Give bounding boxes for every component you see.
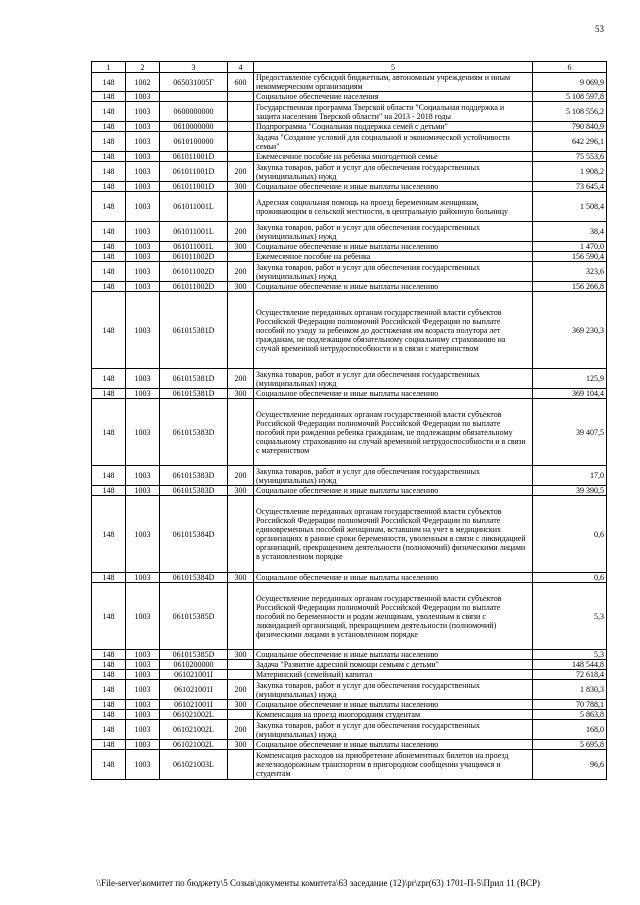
cell-expense-type	[228, 292, 254, 369]
cell-amount: 38,4	[533, 222, 607, 242]
cell-expense-type	[228, 710, 254, 720]
cell-amount: 75 553,6	[533, 152, 607, 162]
cell-description: Материнский (семейный) капитал	[254, 670, 533, 680]
cell-expense-type	[228, 750, 254, 780]
cell-section: 1003	[126, 496, 160, 573]
cell-amount: 156 266,8	[533, 282, 607, 292]
cell-description: Социальное обеспечение и иные выплаты населению	[254, 282, 533, 292]
cell-expense-type	[228, 252, 254, 262]
cell-description: Задача "Создание условий для социальной и экономической устойчивости семьи"	[254, 132, 533, 152]
cell-target-code: 061015381D	[160, 292, 228, 369]
cell-description: Социальное обеспечение и иные выплаты населению	[254, 242, 533, 252]
cell-expense-type: 300	[228, 740, 254, 750]
cell-dept: 148	[92, 670, 126, 680]
cell-dept: 148	[92, 389, 126, 399]
cell-dept: 148	[92, 292, 126, 369]
cell-description: Закупка товаров, работ и услуг для обеспечения государственных (муниципальных) нужд	[254, 162, 533, 182]
cell-amount: 70 788,1	[533, 700, 607, 710]
cell-amount: 39 390,5	[533, 486, 607, 496]
table-row	[92, 222, 607, 242]
cell-expense-type: 300	[228, 700, 254, 710]
cell-description: Ежемесячное пособие на ребенка многодетной семье	[254, 152, 533, 162]
cell-dept: 148	[92, 486, 126, 496]
header-col-3: 3	[160, 62, 228, 73]
cell-description: Закупка товаров, работ и услуг для обеспечения государственных (муниципальных) нужд	[254, 369, 533, 389]
cell-target-code: 061011001D	[160, 152, 228, 162]
cell-amount: 369 230,3	[533, 292, 607, 369]
cell-amount: 1 830,3	[533, 680, 607, 700]
cell-expense-type: 200	[228, 680, 254, 700]
table-row	[92, 282, 607, 292]
cell-expense-type: 200	[228, 369, 254, 389]
cell-amount: 5 695,8	[533, 740, 607, 750]
cell-expense-type	[228, 192, 254, 222]
cell-description: Ежемесячное пособие на ребенка	[254, 252, 533, 262]
table-row	[92, 670, 607, 680]
cell-description: Социальное обеспечение и иные выплаты населению	[254, 182, 533, 192]
table-row	[92, 700, 607, 710]
cell-expense-type	[228, 399, 254, 466]
cell-description: Социальное обеспечение и иные выплаты населению	[254, 486, 533, 496]
cell-dept: 148	[92, 740, 126, 750]
cell-dept: 148	[92, 720, 126, 740]
table-row	[92, 192, 607, 222]
cell-expense-type	[228, 670, 254, 680]
cell-expense-type: 200	[228, 466, 254, 486]
cell-amount: 156 590,4	[533, 252, 607, 262]
cell-target-code: 061011001L	[160, 242, 228, 252]
cell-expense-type: 300	[228, 389, 254, 399]
cell-amount: 39 407,5	[533, 399, 607, 466]
cell-description: Социальное обеспечение и иные выплаты населению	[254, 740, 533, 750]
cell-dept: 148	[92, 399, 126, 466]
cell-section: 1003	[126, 92, 160, 102]
cell-dept: 148	[92, 660, 126, 670]
cell-description: Осуществление переданных органам государственной власти субъектов Российской Федерации полномочий Российской Федерации по выплате пособий по беременности и родам женщинам, уволенным в связи с ликвидацией организаций, прекращением деятельности (полномочий) физическими лицами в установленном порядке	[254, 583, 533, 650]
cell-dept: 148	[92, 132, 126, 152]
cell-amount: 5 108 597,8	[533, 92, 607, 102]
cell-description: Закупка товаров, работ и услуг для обеспечения государственных (муниципальных) нужд	[254, 680, 533, 700]
cell-description: Социальное обеспечение и иные выплаты населению	[254, 389, 533, 399]
table-row	[92, 573, 607, 583]
table-row	[92, 389, 607, 399]
cell-target-code: 061021003L	[160, 750, 228, 780]
cell-expense-type	[228, 152, 254, 162]
cell-expense-type	[228, 102, 254, 122]
header-col-1: 1	[92, 62, 126, 73]
cell-section: 1003	[126, 192, 160, 222]
cell-amount: 125,9	[533, 369, 607, 389]
cell-expense-type: 200	[228, 162, 254, 182]
cell-target-code: 061021002L	[160, 710, 228, 720]
table-row	[92, 720, 607, 740]
table-row	[92, 660, 607, 670]
cell-dept: 148	[92, 182, 126, 192]
cell-section: 1003	[126, 162, 160, 182]
cell-target-code: 065031005Г	[160, 73, 228, 92]
cell-section: 1003	[126, 486, 160, 496]
table-row	[92, 399, 607, 466]
cell-expense-type	[228, 583, 254, 650]
cell-section: 1003	[126, 720, 160, 740]
cell-description: Социальное обеспечение населения	[254, 92, 533, 102]
cell-description: Адресная социальная помощь на проезд беременным женщинам, проживающим в сельской местности, в центральную районную больницу	[254, 192, 533, 222]
cell-amount: 790 840,9	[533, 122, 607, 132]
cell-target-code: 061015381D	[160, 369, 228, 389]
table-row	[92, 73, 607, 92]
table-row	[92, 650, 607, 660]
cell-description: Социальное обеспечение и иные выплаты населению	[254, 573, 533, 583]
cell-section: 1003	[126, 282, 160, 292]
cell-amount: 369 104,4	[533, 389, 607, 399]
table-row	[92, 750, 607, 780]
cell-target-code: 061015381D	[160, 389, 228, 399]
cell-section: 1003	[126, 262, 160, 282]
cell-amount: 5 863,8	[533, 710, 607, 720]
cell-dept: 148	[92, 102, 126, 122]
table-row	[92, 740, 607, 750]
cell-dept: 148	[92, 252, 126, 262]
cell-dept: 148	[92, 583, 126, 650]
table-body	[92, 73, 607, 780]
cell-dept: 148	[92, 573, 126, 583]
cell-amount: 73 645,4	[533, 182, 607, 192]
table-row	[92, 92, 607, 102]
cell-description: Закупка товаров, работ и услуг для обеспечения государственных (муниципальных) нужд	[254, 720, 533, 740]
budget-table	[91, 61, 607, 780]
cell-expense-type: 600	[228, 73, 254, 92]
cell-expense-type: 300	[228, 282, 254, 292]
table-row	[92, 369, 607, 389]
cell-section: 1003	[126, 132, 160, 152]
cell-target-code: 061011001D	[160, 162, 228, 182]
page-number: 53	[595, 24, 604, 34]
cell-amount: 72 618,4	[533, 670, 607, 680]
cell-target-code: 061011002D	[160, 252, 228, 262]
cell-dept: 148	[92, 750, 126, 780]
cell-expense-type	[228, 496, 254, 573]
cell-amount: 148 544,8	[533, 660, 607, 670]
cell-target-code: 061011002D	[160, 262, 228, 282]
cell-target-code: 061015384D	[160, 496, 228, 573]
cell-dept: 148	[92, 262, 126, 282]
cell-section: 1003	[126, 242, 160, 252]
cell-target-code: 061011001L	[160, 222, 228, 242]
cell-dept: 148	[92, 122, 126, 132]
cell-target-code: 061015383D	[160, 399, 228, 466]
cell-description: Социальное обеспечение и иные выплаты населению	[254, 700, 533, 710]
cell-description: Социальное обеспечение и иные выплаты населению	[254, 650, 533, 660]
cell-target-code	[160, 92, 228, 102]
header-col-5: 5	[254, 62, 533, 73]
cell-section: 1003	[126, 583, 160, 650]
table-row	[92, 122, 607, 132]
cell-target-code: 061015383D	[160, 486, 228, 496]
table-row	[92, 486, 607, 496]
cell-section: 1003	[126, 222, 160, 242]
table-row	[92, 182, 607, 192]
table-row	[92, 583, 607, 650]
cell-target-code: 061011002D	[160, 282, 228, 292]
table-row	[92, 102, 607, 122]
cell-dept: 148	[92, 152, 126, 162]
header-col-4: 4	[228, 62, 254, 73]
cell-dept: 148	[92, 680, 126, 700]
cell-amount: 1 908,2	[533, 162, 607, 182]
cell-description: Предоставление субсидий бюджетным, автономным учреждениям и иным некоммерческим организациям	[254, 73, 533, 92]
cell-description: Компенсация расходов на приобретение абонементных билетов на проезд железнодорожным транспортом в пригородном сообщении учащимся и студентам	[254, 750, 533, 780]
cell-expense-type: 200	[228, 262, 254, 282]
cell-section: 1003	[126, 710, 160, 720]
cell-amount: 642 296,1	[533, 132, 607, 152]
cell-section: 1003	[126, 650, 160, 660]
cell-amount: 168,0	[533, 720, 607, 740]
cell-dept: 148	[92, 222, 126, 242]
cell-section: 1003	[126, 700, 160, 710]
cell-expense-type: 200	[228, 222, 254, 242]
cell-expense-type: 300	[228, 182, 254, 192]
table-row	[92, 132, 607, 152]
cell-expense-type: 300	[228, 650, 254, 660]
table-header-row	[92, 62, 607, 73]
cell-section: 1003	[126, 152, 160, 162]
cell-expense-type	[228, 132, 254, 152]
cell-expense-type	[228, 122, 254, 132]
table-row	[92, 466, 607, 486]
cell-section: 1003	[126, 292, 160, 369]
cell-section: 1003	[126, 750, 160, 780]
cell-section: 1003	[126, 680, 160, 700]
cell-section: 1003	[126, 252, 160, 262]
cell-target-code: 061011001L	[160, 192, 228, 222]
cell-target-code: 061015383D	[160, 466, 228, 486]
cell-target-code: 061021001I	[160, 670, 228, 680]
cell-target-code: 061021002L	[160, 740, 228, 750]
cell-target-code: 061021001I	[160, 700, 228, 710]
cell-dept: 148	[92, 162, 126, 182]
header-col-2: 2	[126, 62, 160, 73]
cell-amount: 5,3	[533, 650, 607, 660]
cell-description: Закупка товаров, работ и услуг для обеспечения государственных (муниципальных) нужд	[254, 262, 533, 282]
table-row	[92, 152, 607, 162]
cell-amount: 323,6	[533, 262, 607, 282]
cell-amount: 0,6	[533, 573, 607, 583]
cell-amount: 1 508,4	[533, 192, 607, 222]
cell-target-code: 061021002L	[160, 720, 228, 740]
cell-amount: 9 069,9	[533, 73, 607, 92]
cell-section: 1003	[126, 399, 160, 466]
cell-section: 1003	[126, 369, 160, 389]
cell-amount: 1 470,0	[533, 242, 607, 252]
table-row	[92, 292, 607, 369]
cell-target-code: 0610100000	[160, 132, 228, 152]
cell-description: Осуществление переданных органам государственной власти субъектов Российской Федерации полномочий Российской Федерации по выплате пособий по уходу за ребенком до достижения им возраста полутора лет гражданам, не подлежащим обязательному социальному страхованию на случай временной нетрудоспособности и в связи с материнством	[254, 292, 533, 369]
cell-section: 1003	[126, 573, 160, 583]
cell-dept: 148	[92, 466, 126, 486]
cell-amount: 0,6	[533, 496, 607, 573]
cell-section: 1003	[126, 466, 160, 486]
cell-description: Государственная программа Тверской области "Социальная поддержка и защита населения Тверской области" на 2013 - 2018 годы	[254, 102, 533, 122]
table-row	[92, 252, 607, 262]
cell-target-code: 061015385D	[160, 650, 228, 660]
cell-dept: 148	[92, 92, 126, 102]
cell-section: 1003	[126, 182, 160, 192]
cell-dept: 148	[92, 710, 126, 720]
cell-expense-type: 300	[228, 486, 254, 496]
table-row	[92, 262, 607, 282]
cell-target-code: 061015385D	[160, 583, 228, 650]
cell-amount: 5 108 556,2	[533, 102, 607, 122]
cell-target-code: 0610200000	[160, 660, 228, 670]
cell-dept: 148	[92, 496, 126, 573]
cell-dept: 148	[92, 650, 126, 660]
cell-target-code: 0610000000	[160, 122, 228, 132]
cell-description: Осуществление переданных органам государственной власти субъектов Российской Федерации полномочий Российской Федерации по выплате единовременных пособий женщинам, вставшим на учет в медицинских организациях в ранние сроки беременности, уволенным в связи с ликвидацией организаций, прекращением деятельности (полномочий) физическими лицами в установленном порядке	[254, 496, 533, 573]
cell-expense-type	[228, 92, 254, 102]
cell-target-code: 0600000000	[160, 102, 228, 122]
cell-description: Задача "Развитие адресной помощи семьям с детьми"	[254, 660, 533, 670]
cell-dept: 148	[92, 282, 126, 292]
cell-amount: 96,6	[533, 750, 607, 780]
cell-description: Закупка товаров, работ и услуг для обеспечения государственных (муниципальных) нужд	[254, 466, 533, 486]
cell-target-code: 061015384D	[160, 573, 228, 583]
cell-dept: 148	[92, 73, 126, 92]
cell-section: 1003	[126, 389, 160, 399]
cell-section: 1003	[126, 670, 160, 680]
header-col-6: 6	[533, 62, 607, 73]
cell-section: 1003	[126, 660, 160, 670]
footer-file-path: \\File-server\комитет по бюджету\5 Созыв\документы комитета\63 заседание (12)\pr\zpr(63) 1701-П-5\Прил 11 (ВСР)	[96, 878, 540, 888]
cell-dept: 148	[92, 700, 126, 710]
cell-target-code: 061021001I	[160, 680, 228, 700]
table-row	[92, 680, 607, 700]
cell-description: Компенсация на проезд иногородним студентам	[254, 710, 533, 720]
cell-dept: 148	[92, 242, 126, 252]
cell-dept: 148	[92, 192, 126, 222]
cell-target-code: 061011001D	[160, 182, 228, 192]
cell-amount: 17,0	[533, 466, 607, 486]
cell-expense-type: 200	[228, 720, 254, 740]
cell-amount: 5,3	[533, 583, 607, 650]
table-row	[92, 710, 607, 720]
cell-expense-type: 300	[228, 573, 254, 583]
cell-section: 1003	[126, 740, 160, 750]
cell-dept: 148	[92, 369, 126, 389]
cell-expense-type	[228, 660, 254, 670]
table-row	[92, 162, 607, 182]
cell-description: Осуществление переданных органам государственной власти субъектов Российской Федерации полномочий Российской Федерации по выплате пособий при рождении ребенка гражданам, не подлежащим обязательному социальному страхованию на случай временной нетрудоспособности и в связи с материнством	[254, 399, 533, 466]
table-row	[92, 242, 607, 252]
table-row	[92, 496, 607, 573]
cell-section: 1002	[126, 73, 160, 92]
cell-expense-type: 300	[228, 242, 254, 252]
cell-section: 1003	[126, 102, 160, 122]
cell-description: Закупка товаров, работ и услуг для обеспечения государственных (муниципальных) нужд	[254, 222, 533, 242]
cell-description: Подпрограмма "Социальная поддержка семей с детьми"	[254, 122, 533, 132]
cell-section: 1003	[126, 122, 160, 132]
